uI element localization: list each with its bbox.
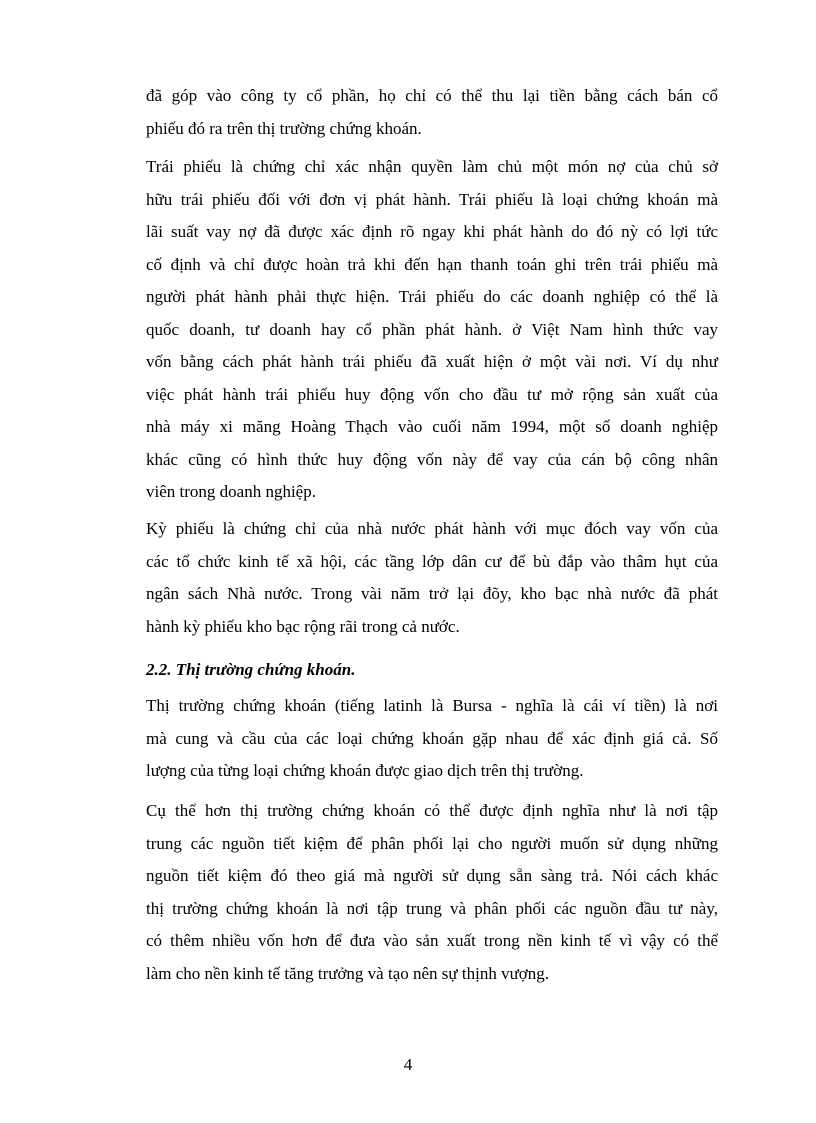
text-line: Trái phiếu là chứng chỉ xác nhận quyền làm chủ một món nợ của chủ sở: [146, 157, 718, 176]
text-line: người phát hành phải thực hiện. Trái phiếu do các doanh nghiệp có thể là: [146, 287, 718, 306]
text-line: quốc doanh, tư doanh hay cổ phần phát hành. ở Việt Nam hình thức vay: [146, 319, 718, 339]
text-line: trung các nguồn tiết kiệm để phân phối lại cho người muốn sử dụng những: [146, 833, 718, 853]
page-number: 4: [403, 1055, 413, 1074]
text-line: khác cũng có hình thức huy động vốn này để vay của cán bộ công nhân: [146, 449, 718, 469]
text-line: lãi suất vay nợ đã được xác định rõ ngay khi phát hành do đó nỳ có lợi tức: [146, 222, 718, 241]
text-line: đã góp vào công ty cổ phần, họ chỉ có thể thu lại tiền bằng cách bán cổ: [146, 86, 718, 105]
section-heading: 2.2. Thị trường chứng khoán.: [146, 660, 356, 679]
text-line: thị trường chứng khoán là nơi tập trung và phân phối các nguồn đầu tư này,: [146, 898, 718, 918]
text-line: hành kỳ phiếu kho bạc rộng rãi trong cả nước.: [146, 616, 460, 636]
text-line: việc phát hành trái phiếu huy động vốn cho đầu tư mở rộng sản xuất của: [146, 384, 718, 404]
text-line: làm cho nền kinh tế tăng trưởng và tạo nên sự thịnh vượng.: [146, 963, 550, 983]
text-line: có thêm nhiều vốn hơn để đưa vào sản xuất trong nền kinh tế vì vậy có thể: [146, 931, 718, 950]
text-line: Thị trường chứng khoán (tiếng latinh là Bursa - nghĩa là cái ví tiền) là nơi: [146, 696, 718, 715]
text-line: các tổ chức kinh tế xã hội, các tầng lớp dân cư để bù đắp vào thâm hụt của: [146, 551, 718, 571]
text-line: Kỳ phiếu là chứng chỉ của nhà nước phát hành với mục đóch vay vốn của: [146, 519, 718, 538]
text-line: vốn bằng cách phát hành trái phiếu đã xuất hiện ở một vài nơi. Ví dụ như: [146, 352, 718, 371]
text-line: nhà máy xi măng Hoàng Thạch vào cuối năm 1994, một số doanh nghiệp: [146, 417, 718, 436]
text-line: phiếu đó ra trên thị trường chứng khoán.: [146, 118, 422, 138]
paragraph-promissory-notes: [146, 513, 718, 643]
text-line: nguồn tiết kiệm đó theo giá mà người sử dụng sẵn sàng trả. Nói cách khác: [146, 866, 718, 885]
text-line: mà cung và cầu của các loại chứng khoán gặp nhau để xác định giá cả. Số: [146, 728, 718, 748]
text-line: cố định và chỉ được hoàn trả khi đến hạn thanh toán ghi trên trái phiếu mà: [146, 254, 718, 274]
text-line: viên trong doanh nghiệp.: [146, 482, 316, 501]
text-line: ngân sách Nhà nước. Trong vài năm trở lại đõy, kho bạc nhà nước đã phát: [146, 584, 718, 603]
text-line: Cụ thể hơn thị trường chứng khoán có thể được định nghĩa như là nơi tập: [146, 801, 718, 820]
text-line: lượng của từng loại chứng khoán được giao dịch trên thị trường.: [146, 761, 584, 780]
paragraph-shares-continued: [146, 80, 718, 145]
paragraph-bonds: [146, 151, 718, 509]
paragraph-market-definition: [146, 690, 718, 788]
paragraph-market-detail: [146, 795, 718, 990]
text-line: hữu trái phiếu đối với đơn vị phát hành. Trái phiếu là loại chứng khoán mà: [146, 189, 718, 209]
